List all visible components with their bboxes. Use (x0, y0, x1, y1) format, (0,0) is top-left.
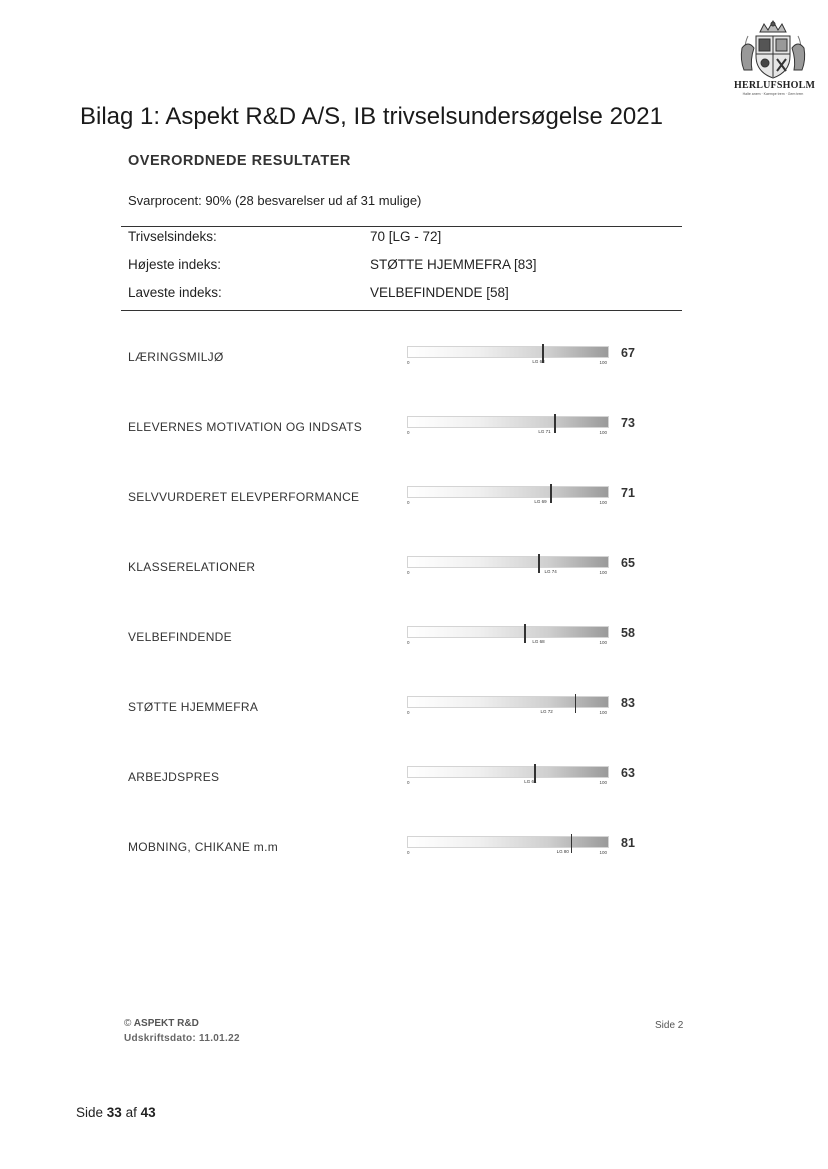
index-label: MOBNING, CHIKANE m.m (128, 840, 279, 854)
section-heading: OVERORDNEDE RESULTATER (128, 153, 351, 169)
lg-benchmark-label: LG 74 (544, 569, 557, 574)
index-gradient-bar (407, 766, 609, 778)
summary-bottom-rule (121, 310, 682, 311)
index-row (0, 340, 828, 380)
index-label: KLASSERELATIONER (128, 560, 256, 574)
lg-benchmark-label: LG 72 (540, 709, 553, 714)
index-score: 71 (621, 486, 635, 500)
index-scale (407, 696, 609, 722)
index-row (0, 760, 828, 800)
index-gradient-bar (407, 556, 609, 568)
index-score: 73 (621, 416, 635, 430)
index-score: 83 (621, 696, 635, 710)
score-marker (571, 834, 573, 853)
page-number (76, 1105, 156, 1120)
index-label: ELEVERNES MOTIVATION OG INDSATS (128, 420, 363, 434)
index-row (0, 410, 828, 450)
index-scale (407, 766, 609, 792)
scale-max-tick: 100 (599, 710, 607, 715)
summary-top-rule (121, 226, 682, 227)
index-row (0, 830, 828, 870)
index-score: 65 (621, 556, 635, 570)
response-rate: Svarprocent: 90% (28 besvarelser ud af 31 mulige) (128, 193, 422, 208)
scale-max-tick: 100 (599, 850, 607, 855)
index-label: SELVVURDERET ELEVPERFORMANCE (128, 490, 360, 504)
index-gradient-bar (407, 346, 609, 358)
scale-min-tick: 0 (407, 640, 410, 645)
index-label: STØTTE HJEMMEFRA (128, 700, 259, 714)
lg-benchmark-label: LG 71 (538, 429, 551, 434)
page-prefix: Side (76, 1105, 104, 1120)
index-scale (407, 836, 609, 862)
summary-label: Trivselsindeks: (128, 229, 217, 244)
lg-benchmark-label: LG 68 (532, 359, 545, 364)
summary-label: Laveste indeks: (128, 285, 222, 300)
index-label: LÆRINGSMILJØ (128, 350, 224, 364)
index-score: 67 (621, 346, 635, 360)
index-score: 58 (621, 626, 635, 640)
score-marker (538, 554, 540, 573)
scale-min-tick: 0 (407, 570, 410, 575)
lg-benchmark-label: LG 68 (532, 639, 545, 644)
index-score: 81 (621, 836, 635, 850)
scale-min-tick: 0 (407, 850, 410, 855)
inner-page-number: Side 2 (655, 1020, 684, 1031)
scale-max-tick: 100 (599, 570, 607, 575)
score-marker (575, 694, 577, 713)
index-label: VELBEFINDENDE (128, 630, 232, 644)
index-gradient-bar (407, 836, 609, 848)
scale-max-tick: 100 (599, 640, 607, 645)
summary-value: VELBEFINDENDE [58] (370, 285, 509, 300)
index-score: 63 (621, 766, 635, 780)
scale-max-tick: 100 (599, 430, 607, 435)
scale-min-tick: 0 (407, 360, 410, 365)
index-label: ARBEJDSPRES (128, 770, 220, 784)
index-scale (407, 486, 609, 512)
logo-wordmark: HERLUFSHOLM (734, 80, 816, 91)
score-marker (554, 414, 556, 433)
page-total: 43 (140, 1105, 156, 1120)
scale-min-tick: 0 (407, 710, 410, 715)
summary-label: Højeste indeks: (128, 257, 222, 272)
scale-min-tick: 0 (407, 500, 410, 505)
score-marker (524, 624, 526, 643)
logo-motto: Halte anem · Kaempe trem · Gem trem (742, 92, 804, 96)
lg-benchmark-label: LG 64 (524, 779, 537, 784)
index-scale (407, 346, 609, 372)
index-gradient-bar (407, 416, 609, 428)
index-scale (407, 416, 609, 442)
page-title: Bilag 1: Aspekt R&D A/S, IB trivselsundersøgelse 2021 (80, 103, 663, 130)
summary-value: 70 [LG - 72] (370, 229, 442, 244)
index-scale (407, 626, 609, 652)
scale-max-tick: 100 (599, 780, 607, 785)
index-gradient-bar (407, 696, 609, 708)
index-row (0, 690, 828, 730)
index-row (0, 550, 828, 590)
index-gradient-bar (407, 486, 609, 498)
scale-max-tick: 100 (599, 360, 607, 365)
scale-min-tick: 0 (407, 780, 410, 785)
lg-benchmark-label: LG 80 (556, 849, 569, 854)
scale-max-tick: 100 (599, 500, 607, 505)
page-current: 33 (106, 1105, 122, 1120)
summary-value: STØTTE HJEMMEFRA [83] (370, 257, 537, 272)
page-of: af (125, 1105, 137, 1120)
lg-benchmark-label: LG 69 (534, 499, 547, 504)
footer-copyright (124, 1018, 199, 1029)
index-row (0, 480, 828, 520)
scale-min-tick: 0 (407, 430, 410, 435)
index-scale (407, 556, 609, 582)
index-gradient-bar (407, 626, 609, 638)
index-row (0, 620, 828, 660)
print-date: Udskriftsdato: 11.01.22 (124, 1033, 240, 1044)
copyright-icon: © (124, 1018, 132, 1029)
score-marker (550, 484, 552, 503)
copyright-text: ASPEKT R&D (133, 1018, 199, 1029)
